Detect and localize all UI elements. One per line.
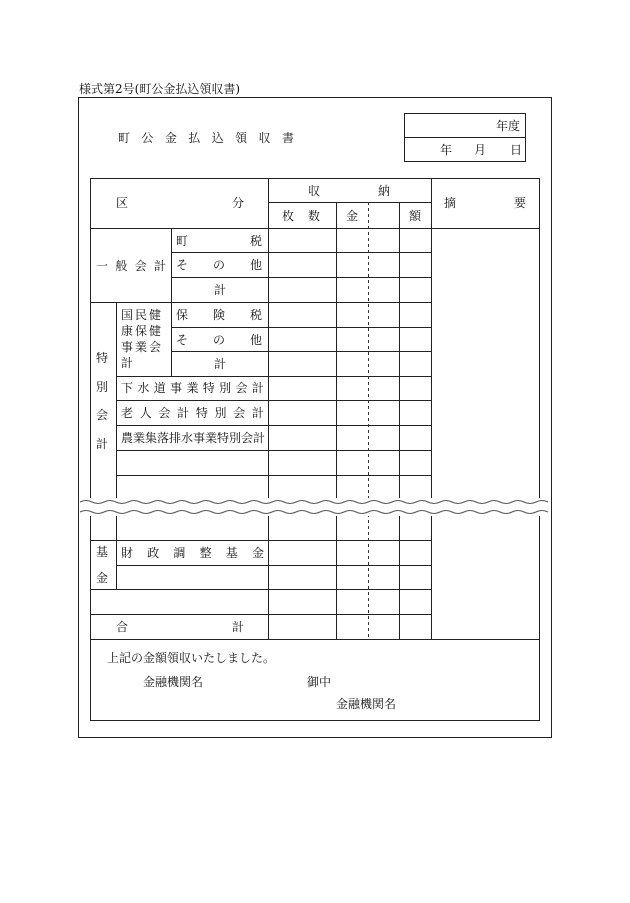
header-mai: 枚 数 (282, 209, 320, 223)
special-row-rojin: 老 人 会 計 特 別 会 計 (121, 406, 264, 420)
date-year-label: 年度 (496, 119, 521, 133)
header-tekiyo: 摘 要 (444, 196, 526, 210)
kokuho-row-kei: 計 (214, 357, 227, 371)
date-year-unit: 年 (440, 143, 453, 157)
general-row-chozei: 町 税 (176, 234, 262, 248)
general-row-kei: 計 (214, 283, 227, 297)
received-statement: 上記の金額領収いたしました。 (107, 651, 276, 665)
kokuho-row-hokenzei: 保 険 税 (176, 308, 262, 322)
date-month-unit: 月 (474, 143, 487, 157)
bank-name-label: 金融機関名 (143, 675, 204, 689)
fund-row-zaisei: 財 政 調 整 基 金 (121, 546, 264, 560)
header-shuno: 収 納 (308, 184, 390, 198)
doc-title: 町 公 金 払 込 領 収 書 (118, 131, 294, 145)
header-kubun: 区 分 (116, 196, 244, 210)
kokuho-label-4: 計 (121, 356, 134, 370)
total-label: 合 計 (116, 620, 244, 634)
special-account-label: 特 別 会 計 (95, 351, 108, 451)
kokuho-row-sonota: そ の 他 (176, 333, 262, 347)
form-label: 様式第2号(町公金払込領収書) (79, 82, 240, 96)
special-row-nogyo: 農業集落排水事業特別会計 (121, 431, 266, 445)
kokuho-label-2: 康保健 (121, 324, 164, 338)
special-row-gesuido: 下 水 道 事 業 特 別 会 計 (121, 381, 264, 395)
bank-name-label-2: 金融機関名 (336, 697, 397, 711)
kokuho-label-3: 事業会 (121, 340, 164, 354)
header-kin: 金 (346, 209, 359, 223)
onchu-label: 御中 (307, 675, 332, 689)
general-account-label: 一 般 会 計 (96, 259, 166, 273)
kokuho-label-1: 国民健 (121, 308, 164, 322)
fund-label: 基 金 (95, 545, 108, 585)
general-row-sonota: そ の 他 (176, 258, 262, 272)
header-gaku: 額 (409, 209, 422, 223)
date-day-unit: 日 (510, 143, 523, 157)
